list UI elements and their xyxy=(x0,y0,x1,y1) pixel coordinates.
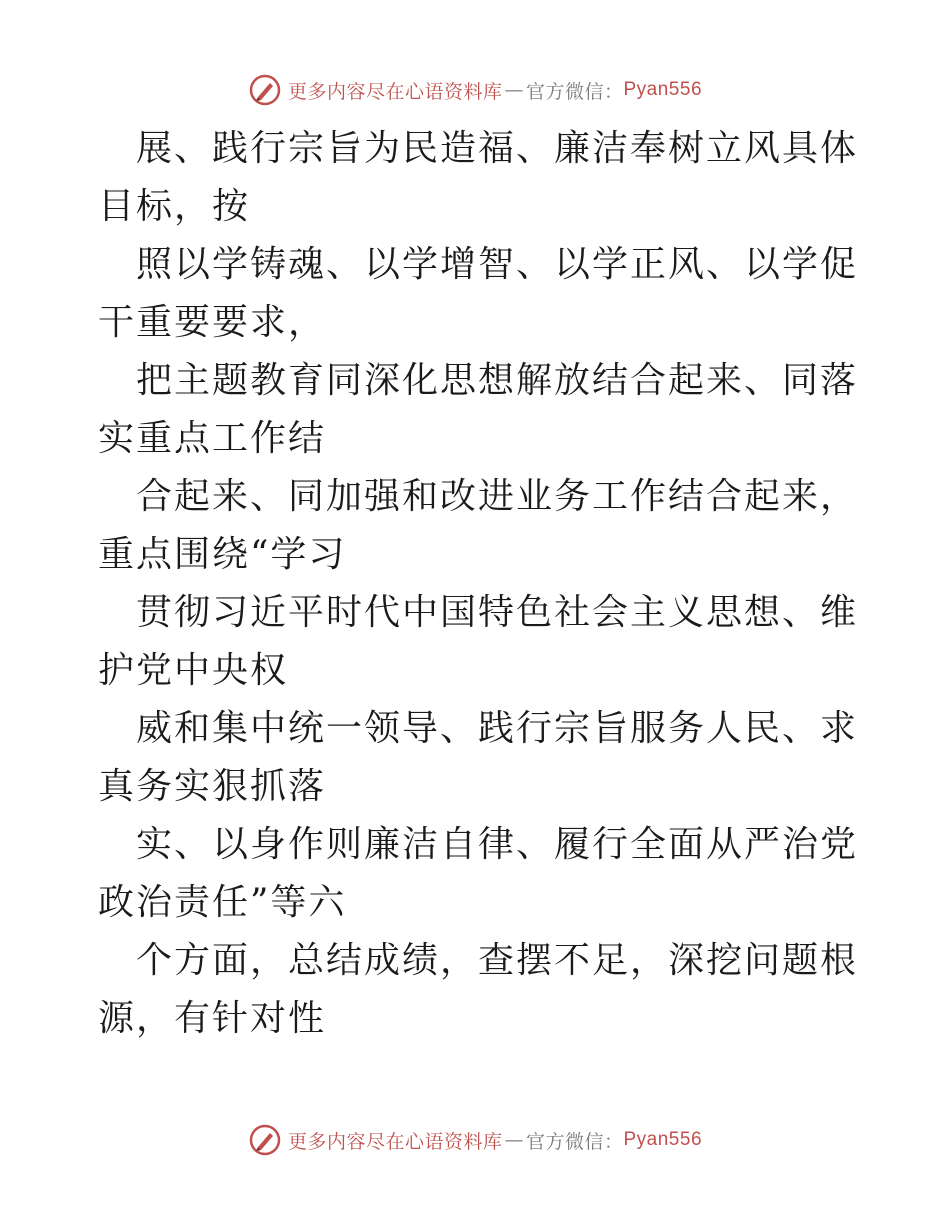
pen-logo-icon xyxy=(248,1123,282,1157)
watermark-id: Pyan556 xyxy=(623,1129,703,1150)
header-watermark xyxy=(0,70,950,110)
paragraph: 合起来、同加强和改进业务工作结合起来，重点围绕“学习 xyxy=(98,476,859,575)
watermark-label: 官方微信： xyxy=(525,1130,624,1153)
watermark-label: 官方微信： xyxy=(525,80,624,103)
paragraph: 实、以身作则廉洁自律、履行全面从严治党政治责任”等六 xyxy=(98,824,859,923)
paragraph: 威和集中统一领导、践行宗旨服务人民、求真务实狠抓落 xyxy=(98,708,859,807)
paragraph: 个方面，总结成绩，查摆不足，深挖问题根源，有针对性 xyxy=(98,940,859,1039)
footer-watermark xyxy=(0,1120,950,1160)
watermark-separator: — xyxy=(504,79,524,101)
watermark-separator: — xyxy=(504,1129,524,1151)
watermark-text: 更多内容尽在心语资料库 xyxy=(287,80,503,103)
paragraph: 展、践行宗旨为民造福、廉洁奉树立风具体目标，按 xyxy=(98,128,859,227)
document-body xyxy=(98,120,858,1048)
paragraph: 照以学铸魂、以学增智、以学正风、以学促干重要要求， xyxy=(98,244,859,343)
paragraph: 贯彻习近平时代中国特色社会主义思想、维护党中央权 xyxy=(98,592,859,691)
pen-logo-icon xyxy=(248,73,282,107)
watermark-text: 更多内容尽在心语资料库 xyxy=(287,1130,503,1153)
paragraph: 把主题教育同深化思想解放结合起来、同落实重点工作结 xyxy=(98,360,859,459)
watermark-id: Pyan556 xyxy=(623,79,703,100)
